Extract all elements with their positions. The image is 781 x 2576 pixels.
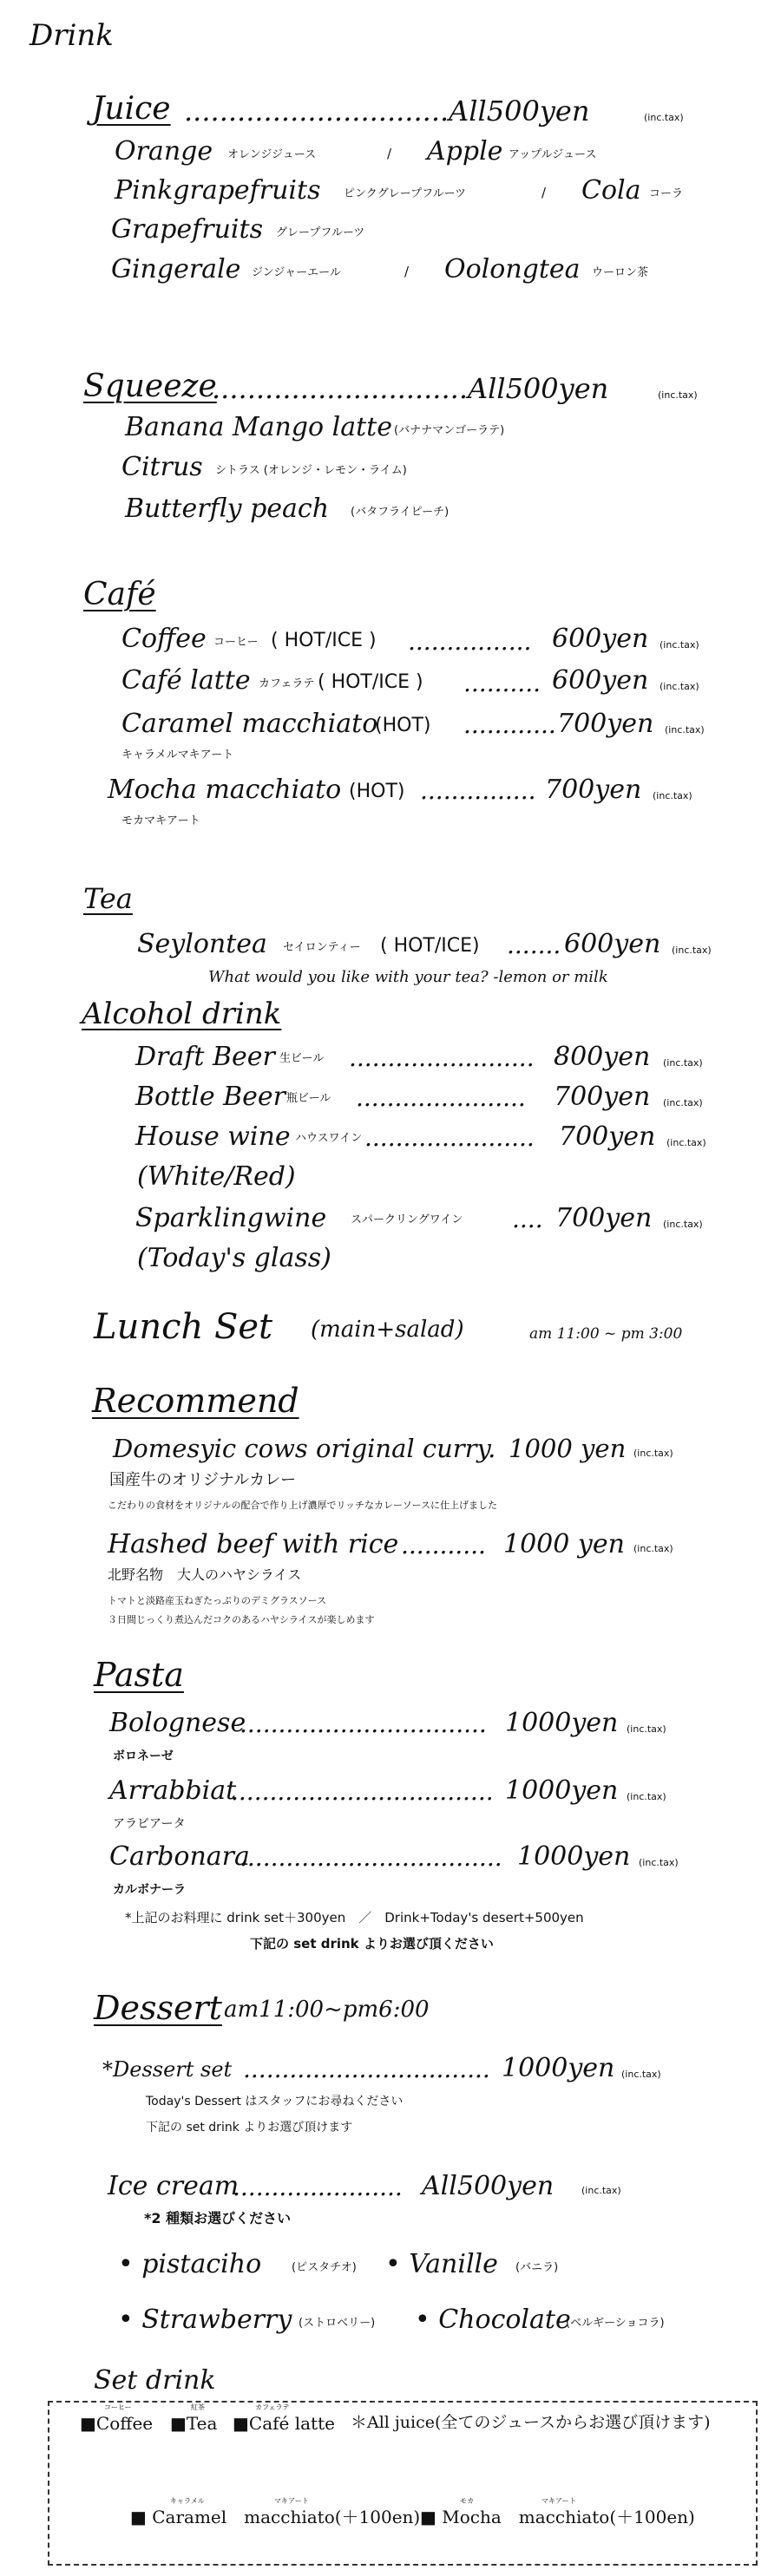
- icecream-note: *2 種類お選びください: [144, 2210, 292, 2226]
- cafe-item-mid: ( HOT/ICE ): [318, 671, 423, 693]
- separator: /: [541, 185, 547, 200]
- setdrink-item: ■Coffee: [80, 2413, 154, 2434]
- recommend-heading: Recommend: [92, 1382, 299, 1420]
- ruby: マキアート: [274, 2497, 309, 2505]
- ruby: カフェラテ: [255, 2403, 290, 2411]
- beef-desc: ３日間じっくり煮込んだコクのあるハヤシライスが楽しめます: [108, 1614, 375, 1625]
- cafe-item-sub: キャラメルマキアート: [121, 749, 234, 762]
- dessert-set-name: *Dessert set: [102, 2057, 233, 2082]
- pasta-note: *上記のお料理に drink set＋300yen ／ Drink+Today's desert+500yen: [125, 1910, 584, 1925]
- ruby: マキアート: [541, 2497, 576, 2505]
- icecream-dots: ......................: [233, 2173, 403, 2201]
- flavor-item: • Strawberry: [118, 2305, 292, 2335]
- alcohol-item: Bottle Beer: [135, 1082, 285, 1112]
- squeeze-item: Banana Mango latte: [125, 412, 392, 442]
- tea-note: What would you like with your tea? -lemon or milk: [208, 968, 608, 986]
- alcohol-item-tax: (inc.tax): [663, 1219, 703, 1230]
- ruby: キャラメル: [170, 2497, 205, 2505]
- cafe-item-dots: ..........: [463, 669, 541, 697]
- separator: /: [387, 146, 392, 161]
- beef-jp: 北野名物 大人のハヤシライス: [108, 1566, 302, 1583]
- cafe-item: Coffee: [121, 624, 207, 654]
- cafe-item-mid: (HOT): [375, 715, 431, 736]
- flavor-item-jp: (ストロベリー): [299, 2317, 376, 2330]
- tea-item-tax: (inc.tax): [672, 945, 712, 956]
- cafe-item-dots: ............: [463, 710, 556, 739]
- cafe-item-tax: (inc.tax): [665, 724, 705, 736]
- tea-item-dots: .......: [507, 931, 561, 959]
- dessert-hours: am11:00~pm6:00: [224, 1997, 430, 2023]
- tea-heading: Tea: [83, 882, 133, 915]
- cafe-item-dots: ................: [408, 627, 532, 656]
- curry-tax: (inc.tax): [633, 1448, 673, 1459]
- pasta-item-dots: ..................................: [240, 1843, 502, 1872]
- cafe-item: Caramel macchiato: [121, 709, 378, 739]
- juice-oolongtea-jp: ウーロン茶: [592, 266, 649, 279]
- cafe-item-price: 600yen: [552, 624, 649, 654]
- glass-note: (Today's glass): [137, 1243, 331, 1273]
- curry-name: Domesyic cows original curry.: [113, 1434, 496, 1463]
- alcohol-item-dots: ......................: [364, 1123, 535, 1152]
- cafe-item: Mocha macchiato: [108, 775, 342, 805]
- juice-orange: Orange: [115, 136, 213, 167]
- squeeze-item-jp: (バナナマンゴーラテ): [394, 424, 505, 437]
- squeeze-item-jp: (バタフライピーチ): [351, 506, 450, 519]
- alcohol-item-jp: 生ビール: [279, 1052, 325, 1065]
- juice-cola-jp: コーラ: [649, 187, 684, 200]
- juice-gingerale: Gingerale: [111, 254, 241, 284]
- squeeze-price: .............................All500yen: [212, 372, 609, 405]
- juice-oolongtea: Oolongtea: [444, 254, 581, 284]
- beef-name: Hashed beef with rice: [108, 1529, 399, 1559]
- flavor-item-jp: (ピスタチオ): [292, 2261, 357, 2274]
- alcohol-item: Sparklingwine: [135, 1203, 327, 1233]
- pasta-item-dots: ..................................: [231, 1777, 494, 1806]
- alcohol-item-jp: スパークリングワイン: [351, 1213, 463, 1226]
- dessert-heading: Dessert: [94, 1989, 222, 2027]
- cafe-item-tax: (inc.tax): [660, 639, 699, 651]
- alcohol-item-tax: (inc.tax): [663, 1057, 703, 1069]
- setdrink-alljuice: ＊All juice(全てのジュースからお選び頂けます): [351, 2413, 711, 2432]
- flavor-item-jp: (バニラ): [515, 2261, 559, 2274]
- squeeze-heading: Squeeze: [83, 369, 217, 404]
- juice-heading: Juice: [92, 91, 171, 127]
- cafe-item-mid: ( HOT/ICE ): [271, 630, 377, 651]
- juice-tax: (inc.tax): [644, 112, 684, 123]
- alcohol-item-dots: ....: [512, 1205, 543, 1233]
- pasta-item-tax: (inc.tax): [639, 1857, 679, 1868]
- cafe-item-jp: カフェラテ: [259, 677, 315, 690]
- squeeze-item-jp: シトラス (オレンジ・レモン・ライム): [215, 464, 407, 477]
- setdrink-item: ■Café latte: [233, 2413, 335, 2434]
- pasta-heading: Pasta: [94, 1656, 184, 1694]
- cafe-item-dots: ...............: [420, 776, 536, 805]
- alcohol-item-price: 700yen: [559, 1121, 656, 1152]
- cafe-item-price: 600yen: [552, 665, 649, 696]
- juice-grapefruits-jp: グレープフルーツ: [276, 226, 365, 239]
- pasta-item-dots: ................................: [240, 1710, 487, 1738]
- pasta-item-jp: カルボナーラ: [113, 1883, 186, 1897]
- lunch-hours: am 11:00 ~ pm 3:00: [529, 1325, 683, 1343]
- pasta-item: Carbonara: [109, 1841, 250, 1872]
- juice-apple-jp: アップルジュース: [509, 148, 597, 161]
- juice-apple: Apple: [427, 136, 503, 167]
- ruby: コーヒー: [104, 2403, 132, 2411]
- juice-gingerale-jp: ジンジャーエール: [252, 266, 341, 279]
- setdrink-heading: Set drink: [94, 2365, 216, 2396]
- dessert-set-note: 下記の set drink よりお選び頂けます: [146, 2121, 353, 2135]
- tea-item: Seylontea: [137, 929, 267, 959]
- alcohol-item-price: 700yen: [554, 1082, 651, 1112]
- cafe-item-sub: モカマキアート: [121, 814, 200, 827]
- ruby: モカ: [460, 2497, 474, 2505]
- cafe-heading: Café: [83, 577, 156, 612]
- alcohol-item-jp: 瓶ビール: [286, 1092, 331, 1105]
- beef-tax: (inc.tax): [633, 1543, 673, 1554]
- dessert-set-tax: (inc.tax): [621, 2069, 661, 2080]
- juice-pinkgrapefruits-jp: ピンクグレープフルーツ: [344, 187, 467, 200]
- pasta-item-price: 1000yen: [505, 1708, 619, 1738]
- beef-desc: トマトと淡路産玉ねぎたっぷりのデミグラスソース: [108, 1595, 327, 1606]
- alcohol-item-jp: ハウスワイン: [295, 1132, 363, 1145]
- dessert-set-price: 1000yen: [502, 2053, 615, 2083]
- cafe-item: Café latte: [121, 665, 251, 696]
- setdrink-item: ■Tea: [170, 2413, 218, 2434]
- icecream-name: Ice cream: [108, 2171, 240, 2201]
- pasta-item: Arrabbiat: [109, 1775, 237, 1806]
- juice-pinkgrapefruits: Pinkgrapefruits: [115, 175, 321, 206]
- alcohol-item-dots: ......................: [356, 1083, 526, 1112]
- pasta-item: Bolognese: [109, 1708, 246, 1738]
- cafe-item-tax: (inc.tax): [653, 790, 692, 801]
- flavor-item: • Chocolate: [415, 2305, 571, 2335]
- cafe-item-price: 700yen: [557, 709, 654, 739]
- tea-item-jp: セイロンティー: [283, 941, 361, 954]
- cafe-item-price: 700yen: [545, 775, 642, 805]
- beef-price: 1000 yen: [503, 1529, 625, 1559]
- alcohol-item-price: 800yen: [554, 1042, 651, 1072]
- alcohol-item: House wine: [135, 1121, 291, 1152]
- juice-orange-jp: オレンジジュース: [227, 148, 317, 161]
- pasta-note: 下記の set drink よりお選び頂ください: [250, 1936, 494, 1952]
- pasta-item-tax: (inc.tax): [627, 1723, 666, 1735]
- alcohol-heading: Alcohol drink: [82, 997, 282, 1031]
- curry-jp: 国産牛のオリジナルカレー: [109, 1471, 297, 1489]
- setdrink-item: ■ Mocha macchiato(＋100en): [420, 2507, 695, 2527]
- juice-cola: Cola: [581, 175, 641, 206]
- wine-note: (White/Red): [137, 1161, 296, 1192]
- icecream-tax: (inc.tax): [581, 2185, 621, 2196]
- alcohol-item-tax: (inc.tax): [666, 1137, 706, 1148]
- flavor-item: • Vanille: [385, 2249, 498, 2279]
- pasta-item-price: 1000yen: [517, 1841, 631, 1872]
- cafe-item-tax: (inc.tax): [660, 681, 699, 692]
- squeeze-item: Citrus: [121, 452, 203, 482]
- pasta-item-price: 1000yen: [505, 1775, 619, 1806]
- dessert-set-dots: ................................: [243, 2055, 490, 2083]
- separator: /: [404, 264, 410, 279]
- dessert-set-note: Today's Dessert はスタッフにお尋ねください: [146, 2095, 404, 2109]
- ruby: 紅茶: [191, 2403, 205, 2411]
- juice-grapefruits: Grapefruits: [111, 214, 263, 245]
- juice-price: ..............................All500yen: [184, 95, 590, 127]
- pasta-item-jp: アラビアータ: [113, 1817, 186, 1831]
- alcohol-item: Draft Beer: [135, 1042, 275, 1072]
- curry-desc: こだわりの食材をオリジナルの配合で作り上げ濃厚でリッチなカレーソースに仕上げました: [108, 1500, 498, 1511]
- alcohol-item-tax: (inc.tax): [663, 1097, 703, 1108]
- alcohol-item-dots: ........................: [349, 1043, 535, 1072]
- tea-item-mid: ( HOT/ICE): [380, 935, 480, 957]
- curry-price: 1000 yen: [509, 1434, 627, 1463]
- squeeze-item: Butterfly peach: [125, 494, 330, 524]
- flavor-item: • pistaciho: [118, 2249, 262, 2279]
- page-title: Drink: [30, 18, 114, 53]
- tea-item-price: 600yen: [564, 929, 661, 959]
- beef-dots: ...........: [401, 1531, 486, 1559]
- setdrink-item: ■ Caramel macchiato(＋100en): [130, 2507, 421, 2527]
- lunch-title: Lunch Set: [94, 1307, 273, 1347]
- pasta-item-tax: (inc.tax): [627, 1791, 666, 1802]
- cafe-item-mid: (HOT): [349, 781, 405, 802]
- squeeze-tax: (inc.tax): [658, 389, 698, 401]
- flavor-item-jp: (ベルギーショコラ): [566, 2317, 665, 2330]
- lunch-sub: (main+salad): [311, 1317, 464, 1343]
- icecream-price: All500yen: [422, 2171, 555, 2201]
- alcohol-item-price: 700yen: [555, 1203, 653, 1233]
- cafe-item-jp: コーヒー: [213, 636, 259, 649]
- pasta-item-jp: ボロネーゼ: [113, 1749, 174, 1763]
